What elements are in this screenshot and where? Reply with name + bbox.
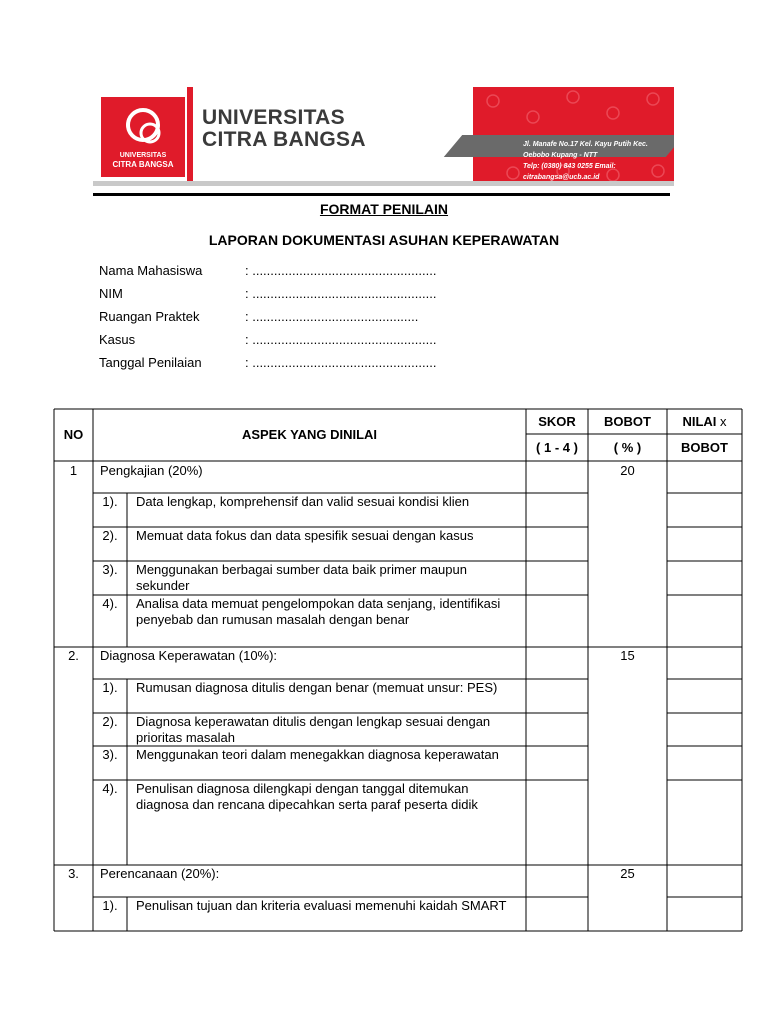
document-title: FORMAT PENILAIN (319, 201, 449, 217)
field-value: : ................................................... (245, 355, 437, 370)
university-logo (93, 87, 193, 186)
item-number: 4). (102, 596, 118, 611)
col-header-skor: SKOR (538, 414, 576, 429)
col-header-nilai-bobot: BOBOT (681, 440, 728, 455)
item-number: 3). (102, 562, 118, 577)
col-header-bobot: BOBOT (604, 414, 651, 429)
col-header-skor-range: ( 1 - 4 ) (536, 440, 578, 455)
item-number: 1). (102, 680, 118, 695)
item-text: Data lengkap, komprehensif dan valid sesuai kondisi klien (136, 494, 470, 509)
university-address (523, 139, 673, 183)
item-text: Penulisan diagnosa dilengkapi dengan tanggal ditemukan diagnosa dan rencana dipecahkan serta paraf peserta didik (136, 781, 478, 812)
section-title: Perencanaan (20%): (100, 866, 220, 881)
item-number: 2). (102, 528, 118, 543)
item-text: Menggunakan berbagai sumber data baik primer maupun sekunder (136, 562, 467, 593)
header-banner (93, 87, 674, 186)
document-subtitle: LAPORAN DOKUMENTASI ASUHAN KEPERAWATAN (208, 232, 560, 248)
item-text: Penulisan tujuan dan kriteria evaluasi memenuhi kaidah SMART (136, 898, 507, 913)
section-bobot: 20 (620, 463, 635, 478)
university-name (202, 107, 462, 151)
section-bobot: 25 (620, 866, 635, 881)
header-rule (93, 193, 670, 196)
item-number: 2). (102, 714, 118, 729)
col-header-nilai-label: NILAI (682, 414, 717, 429)
section-title: Pengkajian (20%) (100, 463, 203, 478)
university-name-line1: UNIVERSITAS (202, 106, 345, 129)
item-text: Analisa data memuat pengelompokan data senjang, identifikasi penyebab dan rumusan masalah dengan benar (136, 596, 501, 627)
item-number: 3). (102, 747, 118, 762)
field-value: : .............................................. (245, 309, 419, 324)
field-label: NIM (99, 286, 123, 301)
field-value: : ................................................... (245, 263, 437, 278)
contact-text: Telp: (0380) 843 0255 Email: citrabangsa@ucb.ac.id (523, 163, 616, 181)
col-header-aspek: ASPEK YANG DINILAI (241, 427, 378, 442)
item-number: 1). (102, 494, 118, 509)
section-bobot: 15 (620, 648, 635, 663)
address-text: Jl. Manafe No.17 Kel. Kayu Putih Kec. Oebobo Kupang - NTT (523, 141, 648, 159)
field-label: Nama Mahasiswa (99, 263, 203, 278)
col-header-nilai-x: x (720, 414, 727, 429)
university-name-line2: CITRA BANGSA (202, 128, 366, 151)
item-number: 1). (102, 898, 118, 913)
svg-text:UNIVERSITAS: UNIVERSITAS (119, 152, 167, 159)
col-header-nilai (667, 414, 742, 430)
field-label: Tanggal Penilaian (99, 355, 202, 370)
section-number: 3. (68, 866, 79, 881)
svg-text:CITRA BANGSA: CITRA BANGSA (112, 160, 174, 169)
field-label: Kasus (99, 332, 136, 347)
section-number: 1 (69, 463, 78, 478)
field-value: : ................................................... (245, 332, 437, 347)
section-number: 2. (68, 648, 79, 663)
item-text: Menggunakan teori dalam menegakkan diagnosa keperawatan (136, 747, 499, 762)
banner-base-bar (93, 181, 674, 186)
col-header-no: NO (63, 427, 84, 442)
item-text: Rumusan diagnosa ditulis dengan benar (memuat unsur: PES) (136, 680, 498, 695)
section-title: Diagnosa Keperawatan (10%): (100, 648, 278, 663)
item-text: Diagnosa keperawatan ditulis dengan lengkap sesuai dengan prioritas masalah (136, 714, 491, 745)
item-text: Memuat data fokus dan data spesifik sesuai dengan kasus (136, 528, 474, 543)
field-value: : ................................................... (245, 286, 437, 301)
item-number: 4). (102, 781, 118, 796)
logo-emblem-icon (93, 87, 193, 186)
field-label: Ruangan Praktek (99, 309, 200, 324)
col-header-bobot-unit: ( % ) (613, 440, 642, 455)
